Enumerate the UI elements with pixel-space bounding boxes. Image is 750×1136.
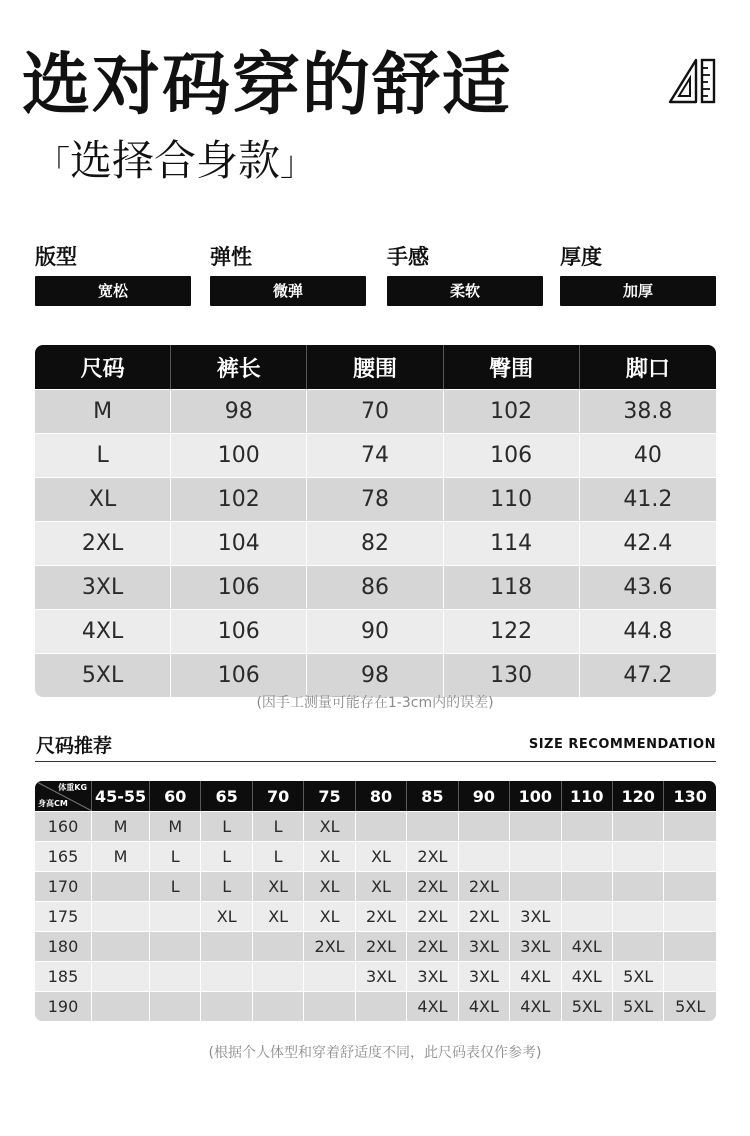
bracket-open: 「	[36, 144, 70, 184]
recommended-size-cell	[150, 961, 201, 991]
recommended-size-cell	[150, 901, 201, 931]
recommended-size-cell	[304, 961, 355, 991]
weight-axis-label: 体重KG	[58, 783, 88, 792]
recommended-size-cell: 5XL	[664, 991, 716, 1021]
recommended-size-cell: XL	[304, 871, 355, 901]
recommended-size-cell: M	[92, 841, 150, 871]
height-row	[35, 991, 716, 1021]
size-cell: 4XL	[35, 609, 171, 653]
weight-header-row	[35, 781, 716, 811]
size-cell: 106	[171, 653, 307, 697]
size-cell: 78	[307, 477, 443, 521]
size-cell: 118	[444, 565, 580, 609]
size-cell: 106	[171, 565, 307, 609]
recommended-size-cell	[613, 841, 664, 871]
height-cell: 170	[35, 871, 92, 901]
ruler-triangle-icon	[668, 56, 718, 106]
recommended-size-cell	[562, 841, 613, 871]
size-cell: 98	[307, 653, 443, 697]
size-cell: 70	[307, 389, 443, 433]
recommended-size-cell: 2XL	[407, 871, 458, 901]
weight-header: 80	[356, 781, 407, 811]
size-cell: 41.2	[580, 477, 716, 521]
weight-header: 90	[459, 781, 510, 811]
attr-label: 厚度	[560, 245, 602, 269]
recommended-size-cell: 3XL	[510, 901, 561, 931]
recommended-size-cell	[459, 841, 510, 871]
weight-header: 120	[613, 781, 664, 811]
weight-header: 100	[510, 781, 561, 811]
recommended-size-cell	[664, 841, 716, 871]
recommended-size-cell: 4XL	[510, 961, 561, 991]
corner-header	[35, 781, 92, 811]
size-cell: 82	[307, 521, 443, 565]
attr-value: 加厚	[560, 276, 716, 306]
attr-feel	[387, 242, 543, 306]
recommended-size-cell	[664, 811, 716, 841]
weight-header: 110	[562, 781, 613, 811]
size-row	[35, 653, 716, 697]
recommended-size-cell	[613, 931, 664, 961]
size-cell: 74	[307, 433, 443, 477]
column-header: 尺码	[35, 345, 171, 389]
recommended-size-cell	[92, 931, 150, 961]
recommended-size-cell: L	[150, 841, 201, 871]
height-cell: 175	[35, 901, 92, 931]
recommended-size-cell: 2XL	[356, 931, 407, 961]
attr-label: 弹性	[210, 245, 252, 269]
recommended-size-cell	[510, 841, 561, 871]
subtitle	[36, 136, 315, 185]
recommended-size-cell: 2XL	[407, 931, 458, 961]
recommended-size-cell: 5XL	[613, 961, 664, 991]
recommended-size-cell: 5XL	[562, 991, 613, 1021]
recommended-size-cell: 3XL	[459, 961, 510, 991]
recommended-size-cell	[92, 991, 150, 1021]
size-cell: 43.6	[580, 565, 716, 609]
recommended-size-cell	[407, 811, 458, 841]
size-cell: 42.4	[580, 521, 716, 565]
height-cell: 185	[35, 961, 92, 991]
recommended-size-cell: 2XL	[304, 931, 355, 961]
recommended-size-cell: L	[201, 811, 252, 841]
recommended-size-cell	[562, 871, 613, 901]
attr-elasticity	[210, 242, 366, 306]
recommendation-title-en: SIZE RECOMMENDATION	[528, 737, 716, 752]
product-attributes	[35, 242, 716, 308]
height-row	[35, 961, 716, 991]
column-header: 裤长	[171, 345, 307, 389]
recommended-size-cell: L	[201, 841, 252, 871]
measurement-note: (因手工测量可能存在1-3cm内的误差)	[256, 695, 494, 711]
height-axis-label: 身高CM	[38, 799, 68, 808]
recommended-size-cell: XL	[304, 841, 355, 871]
column-header: 臀围	[444, 345, 580, 389]
recommended-size-cell: XL	[304, 811, 355, 841]
page-title: 选对码穿的舒适	[22, 46, 513, 125]
recommended-size-cell: XL	[253, 901, 304, 931]
size-cell: 114	[444, 521, 580, 565]
size-cell: 106	[171, 609, 307, 653]
recommended-size-cell	[253, 961, 304, 991]
height-cell: 160	[35, 811, 92, 841]
weight-header: 65	[201, 781, 252, 811]
attr-label: 手感	[387, 245, 429, 269]
size-cell: 38.8	[580, 389, 716, 433]
recommended-size-cell: 2XL	[459, 871, 510, 901]
recommended-size-cell: 2XL	[407, 841, 458, 871]
recommended-size-cell	[664, 931, 716, 961]
recommended-size-cell	[510, 871, 561, 901]
section-divider	[35, 761, 716, 762]
recommendation-title: 尺码推荐	[36, 735, 113, 757]
size-row	[35, 565, 716, 609]
recommended-size-cell	[253, 931, 304, 961]
recommended-size-cell	[562, 901, 613, 931]
recommended-size-cell	[201, 931, 252, 961]
weight-header: 75	[304, 781, 355, 811]
bracket-close: 」	[280, 144, 315, 184]
recommended-size-cell: 3XL	[356, 961, 407, 991]
size-cell: 122	[444, 609, 580, 653]
weight-header: 85	[407, 781, 458, 811]
recommendation-note: (根据个人体型和穿着舒适度不同，此尺码表仅作参考)	[208, 1045, 542, 1061]
size-cell: 40	[580, 433, 716, 477]
weight-header: 70	[253, 781, 304, 811]
recommended-size-cell	[664, 901, 716, 931]
recommended-size-cell	[613, 871, 664, 901]
weight-header: 60	[150, 781, 201, 811]
size-chart-header-row	[35, 345, 716, 389]
recommended-size-cell	[201, 961, 252, 991]
recommended-size-cell	[664, 871, 716, 901]
recommended-size-cell: 4XL	[510, 991, 561, 1021]
recommended-size-cell	[150, 931, 201, 961]
recommended-size-cell	[201, 991, 252, 1021]
recommended-size-cell	[92, 901, 150, 931]
height-cell: 165	[35, 841, 92, 871]
recommended-size-cell: 2XL	[407, 901, 458, 931]
size-cell: 102	[171, 477, 307, 521]
attr-thickness	[560, 242, 716, 306]
size-cell: 102	[444, 389, 580, 433]
size-cell: L	[35, 433, 171, 477]
recommended-size-cell	[356, 991, 407, 1021]
height-cell: 180	[35, 931, 92, 961]
size-cell: 110	[444, 477, 580, 521]
recommended-size-cell: 3XL	[407, 961, 458, 991]
size-cell: 5XL	[35, 653, 171, 697]
recommended-size-cell: 3XL	[459, 931, 510, 961]
size-cell: 44.8	[580, 609, 716, 653]
recommended-size-cell	[562, 811, 613, 841]
size-cell: 104	[171, 521, 307, 565]
size-cell: XL	[35, 477, 171, 521]
recommended-size-cell: XL	[356, 871, 407, 901]
height-cell: 190	[35, 991, 92, 1021]
recommended-size-cell: 2XL	[356, 901, 407, 931]
recommended-size-cell: L	[253, 841, 304, 871]
size-cell: 100	[171, 433, 307, 477]
recommended-size-cell: 4XL	[407, 991, 458, 1021]
recommended-size-cell	[664, 961, 716, 991]
size-cell: 130	[444, 653, 580, 697]
recommended-size-cell: L	[201, 871, 252, 901]
size-cell: 47.2	[580, 653, 716, 697]
recommended-size-cell: XL	[304, 901, 355, 931]
height-row	[35, 811, 716, 841]
height-row	[35, 871, 716, 901]
weight-header: 130	[664, 781, 716, 811]
recommended-size-cell: XL	[201, 901, 252, 931]
size-row	[35, 521, 716, 565]
recommended-size-cell	[356, 811, 407, 841]
size-row	[35, 477, 716, 521]
recommended-size-cell: M	[92, 811, 150, 841]
size-cell: 106	[444, 433, 580, 477]
recommended-size-cell	[253, 991, 304, 1021]
size-cell: 86	[307, 565, 443, 609]
size-cell: 90	[307, 609, 443, 653]
recommended-size-cell	[510, 811, 561, 841]
attr-label: 版型	[35, 245, 77, 269]
weight-header: 45-55	[92, 781, 150, 811]
height-row	[35, 841, 716, 871]
size-recommendation-table	[35, 781, 716, 1021]
recommended-size-cell: 4XL	[562, 961, 613, 991]
recommended-size-cell: 2XL	[459, 901, 510, 931]
recommended-size-cell: L	[253, 811, 304, 841]
size-row	[35, 433, 716, 477]
recommended-size-cell: M	[150, 811, 201, 841]
size-chart-table	[35, 345, 716, 697]
attr-value: 柔软	[387, 276, 543, 306]
attr-value: 宽松	[35, 276, 191, 306]
size-cell: M	[35, 389, 171, 433]
recommended-size-cell: L	[150, 871, 201, 901]
recommended-size-cell: 3XL	[510, 931, 561, 961]
recommended-size-cell: 4XL	[459, 991, 510, 1021]
recommended-size-cell	[613, 811, 664, 841]
recommended-size-cell	[92, 961, 150, 991]
attr-value: 微弹	[210, 276, 366, 306]
subtitle-text: 选择合身款	[70, 136, 281, 185]
recommended-size-cell	[150, 991, 201, 1021]
attr-fit	[35, 242, 191, 306]
recommended-size-cell: 4XL	[562, 931, 613, 961]
column-header: 腰围	[307, 345, 443, 389]
recommended-size-cell: 5XL	[613, 991, 664, 1021]
size-cell: 3XL	[35, 565, 171, 609]
recommended-size-cell	[304, 991, 355, 1021]
recommended-size-cell: XL	[253, 871, 304, 901]
size-row	[35, 609, 716, 653]
recommended-size-cell: XL	[356, 841, 407, 871]
size-row	[35, 389, 716, 433]
recommended-size-cell	[459, 811, 510, 841]
column-header: 脚口	[580, 345, 716, 389]
height-row	[35, 901, 716, 931]
recommended-size-cell	[92, 871, 150, 901]
size-cell: 2XL	[35, 521, 171, 565]
height-row	[35, 931, 716, 961]
recommended-size-cell	[613, 901, 664, 931]
size-cell: 98	[171, 389, 307, 433]
